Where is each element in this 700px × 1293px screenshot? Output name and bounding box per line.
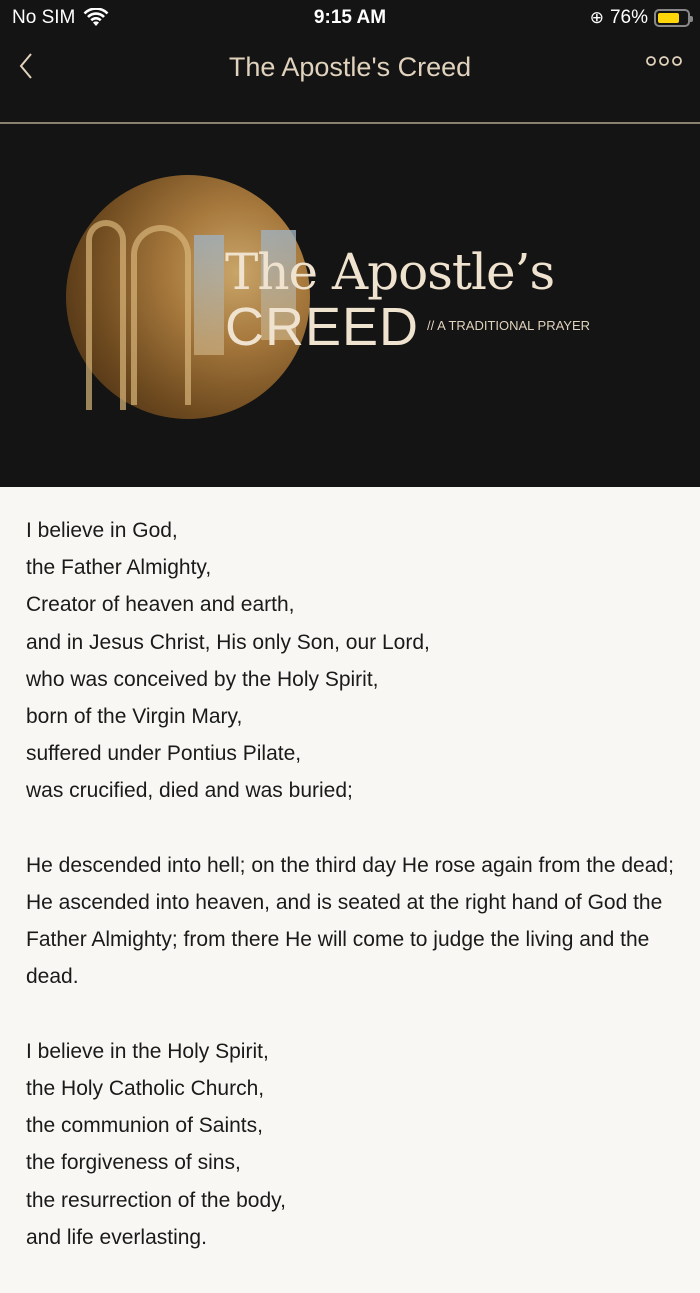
stanza <box>26 1033 676 1256</box>
prayer-line: the resurrection of the body, <box>26 1188 286 1212</box>
page-title: The Apostle's Creed <box>228 52 472 82</box>
clock: 9:15 AM <box>313 7 387 28</box>
prayer-line: He descended into hell; on the third day He rose again from the dead; He ascended into heaven, and is seated at the right hand of God the Father Almighty; from there He will come to judge the living and the dead. <box>26 853 674 989</box>
prayer-line: the Father Almighty, <box>26 556 212 580</box>
stanza <box>26 847 676 996</box>
prayer-line: and in Jesus Christ, His only Son, our Lord, <box>26 630 430 654</box>
orientation-lock-icon: ⊕ <box>589 8 604 27</box>
prayer-line: I believe in the Holy Spirit, <box>26 1039 269 1063</box>
prayer-line: the communion of Saints, <box>26 1114 263 1138</box>
divider <box>0 122 700 124</box>
prayer-line: born of the Virgin Mary, <box>26 705 243 729</box>
prayer-text <box>26 512 676 1293</box>
stanza <box>26 512 676 810</box>
prayer-line: was crucified, died and was buried; <box>26 779 353 803</box>
banner-creed: CREED <box>225 297 420 357</box>
carrier: No SIM <box>12 7 76 28</box>
prayer-line: Creator of heaven and earth, <box>26 593 295 617</box>
prayer-line: who was conceived by the Holy Spirit, <box>26 667 379 691</box>
prayer-line: I believe in God, <box>26 519 178 542</box>
banner-subtitle: // A TRADITIONAL PRAYER <box>427 318 591 333</box>
prayer-line: the forgiveness of sins, <box>26 1151 241 1175</box>
prayer-line: suffered under Pontius Pilate, <box>26 742 302 766</box>
banner-title: The Apostle’s <box>225 243 555 301</box>
prayer-line: the Holy Catholic Church, <box>26 1077 265 1101</box>
header-area <box>0 0 700 487</box>
more-button[interactable] <box>646 54 682 72</box>
more-icon <box>646 55 682 67</box>
nav-bar <box>0 40 700 100</box>
battery-icon <box>654 9 690 27</box>
prayer-line: and life everlasting. <box>26 1225 207 1249</box>
status-bar <box>0 0 700 36</box>
battery-percent: 76% <box>609 7 648 28</box>
